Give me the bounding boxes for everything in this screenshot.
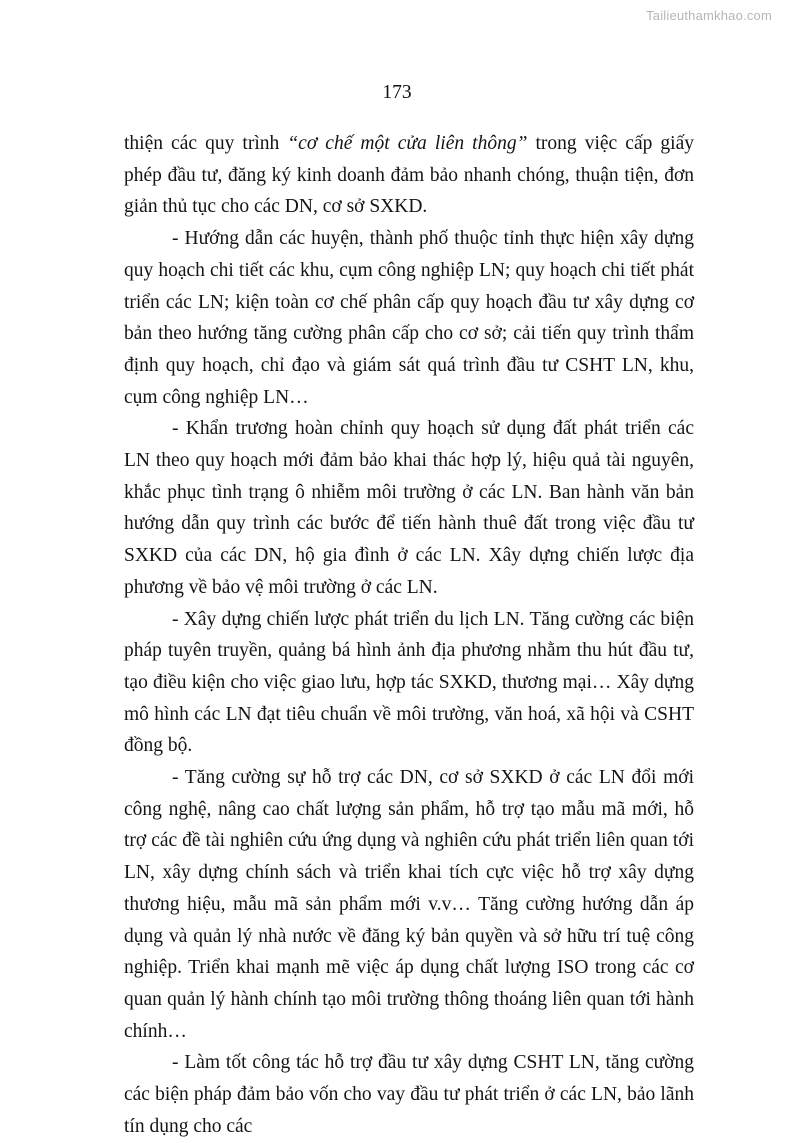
paragraph-text: - Tăng cường sự hỗ trợ các DN, cơ sở SXKD ở các LN đổi mới công nghệ, nâng cao chất lượng sản phẩm, hỗ trợ tạo mẫu mã mới, hỗ trợ các đề tài nghiên cứu ứng dụng và nghiên cứu phát triển liên quan tới LN, xây dựng chính sách và triển khai tích cực việc hỗ trợ xây dựng thương hiệu, mẫu mã sản phẩm mới v.v… Tăng cường hướng dẫn áp dụng và quản lý nhà nước về đăng ký bản quyền và sở hữu trí tuệ công nghiệp. Triển khai mạnh mẽ việc áp dụng chất lượng ISO trong các cơ quan quản lý hành chính tạo môi trường thông thoáng liên quan tới hành chính… [124, 767, 694, 1042]
quoted-phrase: “cơ chế một cửa liên thông” [287, 133, 528, 154]
paragraph-text: - Khẩn trương hoàn chỉnh quy hoạch sử dụng đất phát triển các LN theo quy hoạch mới đảm bảo khai thác hợp lý, hiệu quả tài nguyên, khắc phục tình trạng ô nhiễm môi trường ở các LN. Ban hành văn bản hướng dẫn quy trình các bước để tiến hành thuê đất trong việc đầu tư SXKD của các DN, hộ gia đình ở các LN. Xây dựng chiến lược địa phương về bảo vệ môi trường ở các LN. [124, 418, 694, 598]
paragraph [124, 1047, 694, 1142]
paragraph [124, 223, 694, 413]
paragraph-text: thiện các quy trình [124, 133, 288, 154]
paragraph [124, 762, 694, 1047]
paragraph-text: - Làm tốt công tác hỗ trợ đầu tư xây dựng CSHT LN, tăng cường các biện pháp đảm bảo vốn cho vay đầu tư phát triển ở các LN, bảo lãnh tín dụng cho các [124, 1052, 694, 1137]
paragraph [124, 604, 694, 763]
paragraph-text: - Xây dựng chiến lược phát triển du lịch LN. Tăng cường các biện pháp tuyên truyền, quảng bá hình ảnh địa phương nhằm thu hút đầu tư, tạo điều kiện cho việc giao lưu, hợp tác SXKD, thương mại… Xây dựng mô hình các LN đạt tiêu chuẩn về môi trường, văn hoá, xã hội và CSHT đồng bộ. [124, 608, 694, 757]
page-number: 173 [382, 82, 412, 103]
site-watermark: Tailieuthamkhao.com [646, 8, 772, 23]
paragraph-text: trong việc cấp giấy phép đầu tư, đăng ký kinh doanh đảm bảo nhanh chóng, thuận tiện, đơn giản thủ tục cho các DN, cơ sở SXKD. [124, 133, 694, 218]
paragraph [124, 413, 694, 603]
paragraph [124, 128, 694, 223]
document-body [124, 128, 694, 1143]
paragraph-text: - Hướng dẫn các huyện, thành phố thuộc tỉnh thực hiện xây dựng quy hoạch chi tiết các khu, cụm công nghiệp LN; quy hoạch chi tiết phát triển các LN; kiện toàn cơ chế phân cấp quy hoạch đầu tư xây dựng cơ bản theo hướng tăng cường phân cấp cho cơ sở; cải tiến quy trình thẩm định quy hoạch, chỉ đạo và giám sát quá trình đầu tư CSHT LN, khu, cụm công nghiệp LN… [124, 228, 694, 408]
